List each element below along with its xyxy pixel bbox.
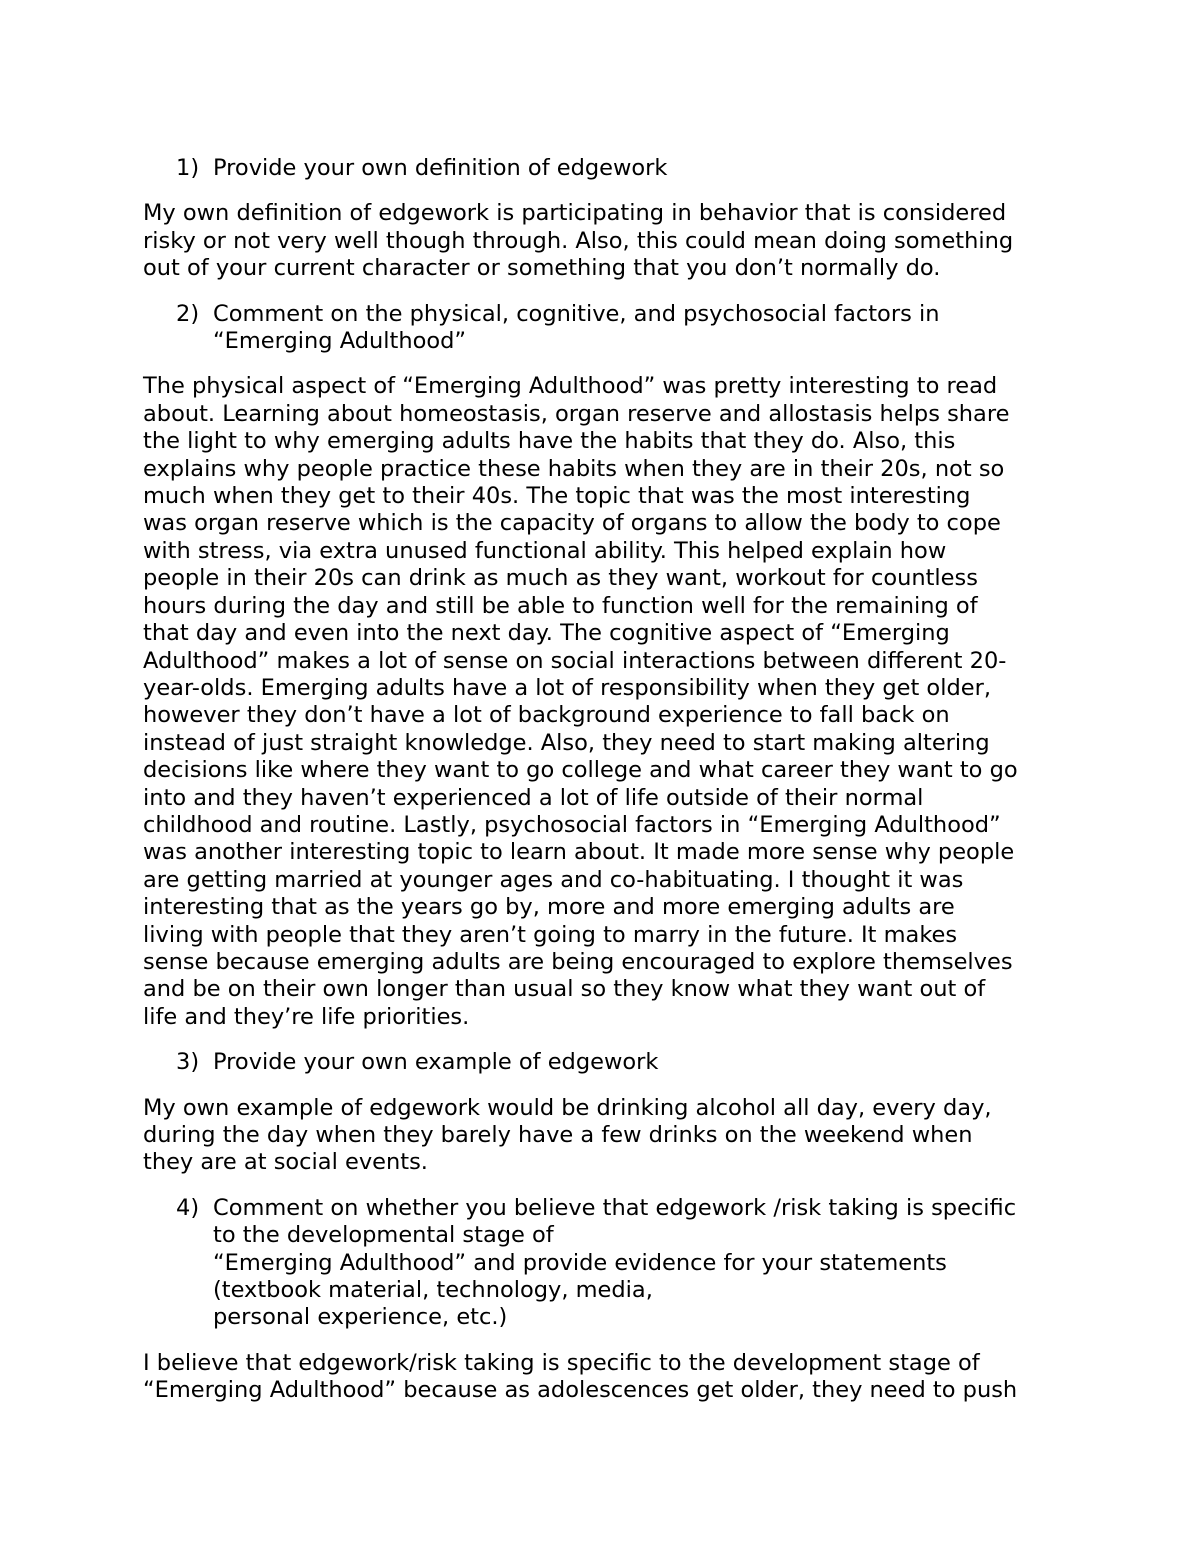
question-text: personal experience, etc.) [213, 1304, 508, 1331]
answer-line: Adulthood” makes a lot of sense on social interactions between different 20- [143, 647, 1007, 674]
answer-line: however they don’t have a lot of background experience to fall back on [143, 702, 950, 729]
answer-line: risky or not very well though through. Also, this could mean doing something [143, 227, 1014, 254]
question-number: 4) [176, 1194, 200, 1221]
answer-line: people in their 20s can drink as much as they want, workout for countless [143, 565, 978, 592]
document-body [143, 155, 1073, 1423]
answer-line: explains why people practice these habits when they are in their 20s, not so [143, 455, 1005, 482]
answer-line: the light to why emerging adults have the habits that they do. Also, this [143, 428, 956, 455]
answer-3 [143, 1095, 1073, 1177]
answer-line: was organ reserve which is the capacity of organs to allow the body to cope [143, 510, 1001, 537]
question-3 [143, 1049, 1073, 1076]
question-text: Comment on whether you believe that edgework /risk taking is specific [213, 1194, 1017, 1221]
answer-line: into and they haven’t experienced a lot of life outside of their normal [143, 784, 924, 811]
question-2 [143, 301, 1073, 356]
answer-line: and be on their own longer than usual so they know what they want out of [143, 976, 986, 1003]
question-text: (textbook material, technology, media, [213, 1277, 653, 1304]
answer-line: childhood and routine. Lastly, psychosocial factors in “Emerging Adulthood” [143, 811, 1001, 838]
answer-4 [143, 1350, 1073, 1405]
answer-line: year-olds. Emerging adults have a lot of responsibility when they get older, [143, 674, 991, 701]
question-number: 3) [176, 1049, 200, 1076]
question-text: “Emerging Adulthood” and provide evidence for your statements [213, 1249, 947, 1276]
answer-line: hours during the day and still be able to function well for the remaining of [143, 592, 978, 619]
answer-line: was another interesting topic to learn about. It made more sense why people [143, 839, 1015, 866]
question-text: Provide your own example of edgework [213, 1049, 659, 1076]
answer-1 [143, 200, 1073, 282]
answer-line: I believe that edgework/risk taking is specific to the development stage of [143, 1349, 980, 1376]
answer-line: with stress, via extra unused functional ability. This helped explain how [143, 537, 947, 564]
question-4 [143, 1195, 1073, 1332]
answer-line: living with people that they aren’t going to marry in the future. It makes [143, 921, 958, 948]
question-1 [143, 155, 1073, 182]
answer-line: much when they get to their 40s. The topic that was the most interesting [143, 483, 971, 510]
answer-line: are getting married at younger ages and co-habituating. I thought it was [143, 866, 964, 893]
answer-line: during the day when they barely have a few drinks on the weekend when [143, 1122, 973, 1148]
answer-line: out of your current character or something that you don’t normally do. [143, 255, 941, 282]
answer-line: they are at social events. [143, 1149, 428, 1176]
answer-line: instead of just straight knowledge. Also, they need to start making altering [143, 729, 990, 756]
answer-line: decisions like where they want to go college and what career they want to go [143, 757, 1018, 784]
question-text: “Emerging Adulthood” [213, 328, 467, 355]
answer-line: My own definition of edgework is participating in behavior that is considered [143, 200, 1007, 227]
question-text: Provide your own definition of edgework [213, 155, 668, 181]
question-text: Comment on the physical, cognitive, and psychosocial factors in [213, 300, 940, 327]
question-number: 1) [176, 155, 200, 181]
answer-line: “Emerging Adulthood” because as adolescences get older, they need to push [143, 1377, 1018, 1404]
answer-line: sense because emerging adults are being encouraged to explore themselves [143, 948, 1013, 975]
question-text: to the developmental stage of [213, 1222, 554, 1249]
answer-line: The physical aspect of “Emerging Adulthood” was pretty interesting to read [143, 373, 998, 400]
answer-line: that day and even into the next day. The cognitive aspect of “Emerging [143, 620, 950, 647]
answer-line: about. Learning about homeostasis, organ reserve and allostasis helps share [143, 400, 1010, 427]
question-number: 2) [176, 300, 200, 327]
answer-2 [143, 373, 1073, 1031]
answer-line: interesting that as the years go by, more and more emerging adults are [143, 894, 955, 921]
answer-line: life and they’re life priorities. [143, 1003, 470, 1030]
answer-line: My own example of edgework would be drinking alcohol all day, every day, [143, 1094, 992, 1121]
